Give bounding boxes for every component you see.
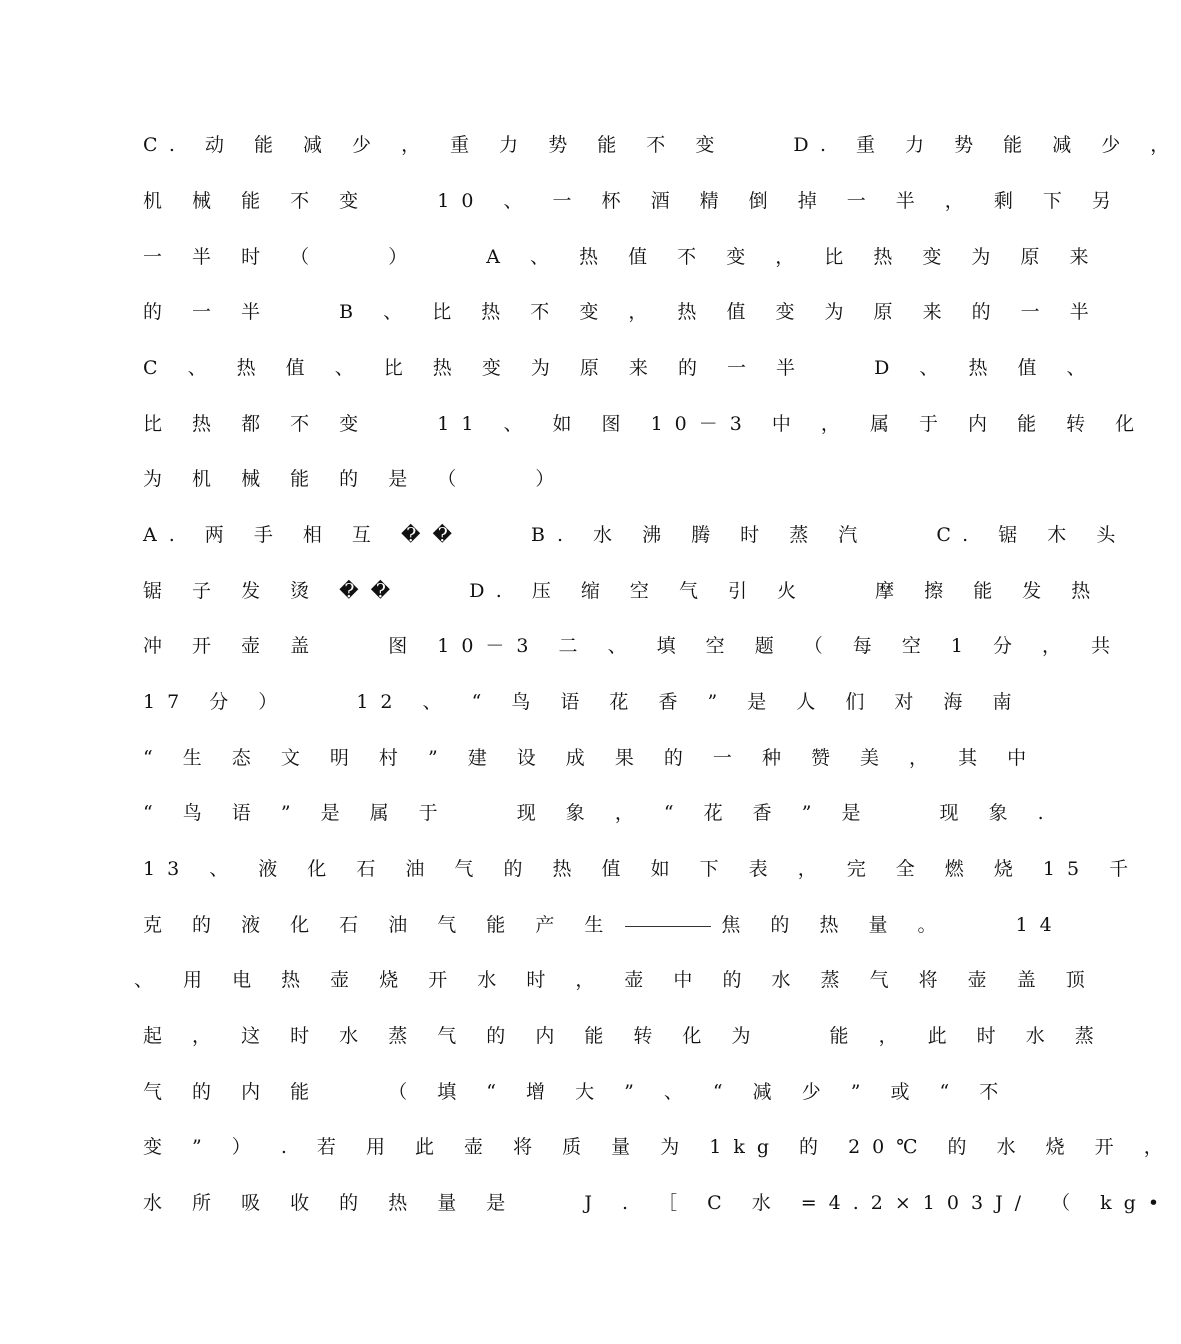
- text-line-17: 起 ， 这 时 水 蒸 气 的 内 能 转 化 为 能 ， 此 时 水 蒸: [143, 1025, 1106, 1047]
- text-line-5: C 、 热 值 、 比 热 变 为 原 来 的 一 半 D 、 热 值 、: [143, 357, 1098, 379]
- text-line-6: 比 热 都 不 变 11 、 如 图 10－3 中 ， 属 于 内 能 转 化: [143, 413, 1147, 435]
- text-line-19: 变 ” ） . 若 用 此 壶 将 质 量 为 1kg 的 20℃ 的 水 烧 开 ，: [143, 1136, 1175, 1158]
- answer-blank: [625, 925, 711, 927]
- text-line-10: 冲 开 壶 盖 图 10－3 二 、 填 空 题 （ 每 空 1 分 ， 共: [143, 635, 1123, 657]
- text-line-11: 17 分 ） 12 、 “ 鸟 语 花 香 ” 是 人 们 对 海 南: [143, 691, 1024, 713]
- text-line-14: 13 、 液 化 石 油 气 的 热 值 如 下 表 ， 完 全 燃 烧 15 千: [143, 858, 1141, 880]
- text-line-4: 的 一 半 B 、 比 热 不 变 ， 热 值 变 为 原 来 的 一 半: [143, 301, 1101, 323]
- text-line-15: [143, 905, 1064, 945]
- text-line-15-before: 克 的 液 化 石 油 气 能 产 生: [143, 914, 616, 936]
- text-line-3: 一 半 时 （ ） A 、 热 值 不 变 ， 比 热 变 为 原 来: [143, 246, 1101, 268]
- text-line-20: 水 所 吸 收 的 热 量 是 J . ［ C 水 =4.2×103J/ （ kg•: [143, 1192, 1172, 1214]
- text-line-15-after: 焦 的 热 量 。 14: [721, 914, 1064, 936]
- text-line-12: “ 生 态 文 明 村 ” 建 设 成 果 的 一 种 赞 美 ， 其 中: [143, 747, 1039, 769]
- text-line-2: 机 械 能 不 变 10 、 一 杯 酒 精 倒 掉 一 半 ， 剩 下 另: [143, 190, 1123, 212]
- text-line-13: “ 鸟 语 ” 是 属 于 现 象 ， “ 花 香 ” 是 现 象 .: [143, 802, 1056, 824]
- text-line-16: 、 用 电 热 壶 烧 开 水 时 ， 壶 中 的 水 蒸 气 将 壶 盖 顶: [134, 969, 1097, 991]
- text-line-1: C. 动 能 减 少 ， 重 力 势 能 不 变 D. 重 力 势 能 减 少 ，: [143, 134, 1181, 156]
- text-line-18: 气 的 内 能 （ 填 “ 增 大 ” 、 “ 减 少 ” 或 “ 不: [143, 1081, 1011, 1103]
- text-line-9: 锯 子 发 烫 �� D. 压 缩 空 气 引 火 摩 擦 能 发 热: [143, 580, 1103, 602]
- text-line-8: A. 两 手 相 互 �� B. 水 沸 腾 时 蒸 汽 C. 锯 木 头: [143, 524, 1128, 546]
- text-line-7: 为 机 械 能 的 是 （ ）: [143, 468, 567, 490]
